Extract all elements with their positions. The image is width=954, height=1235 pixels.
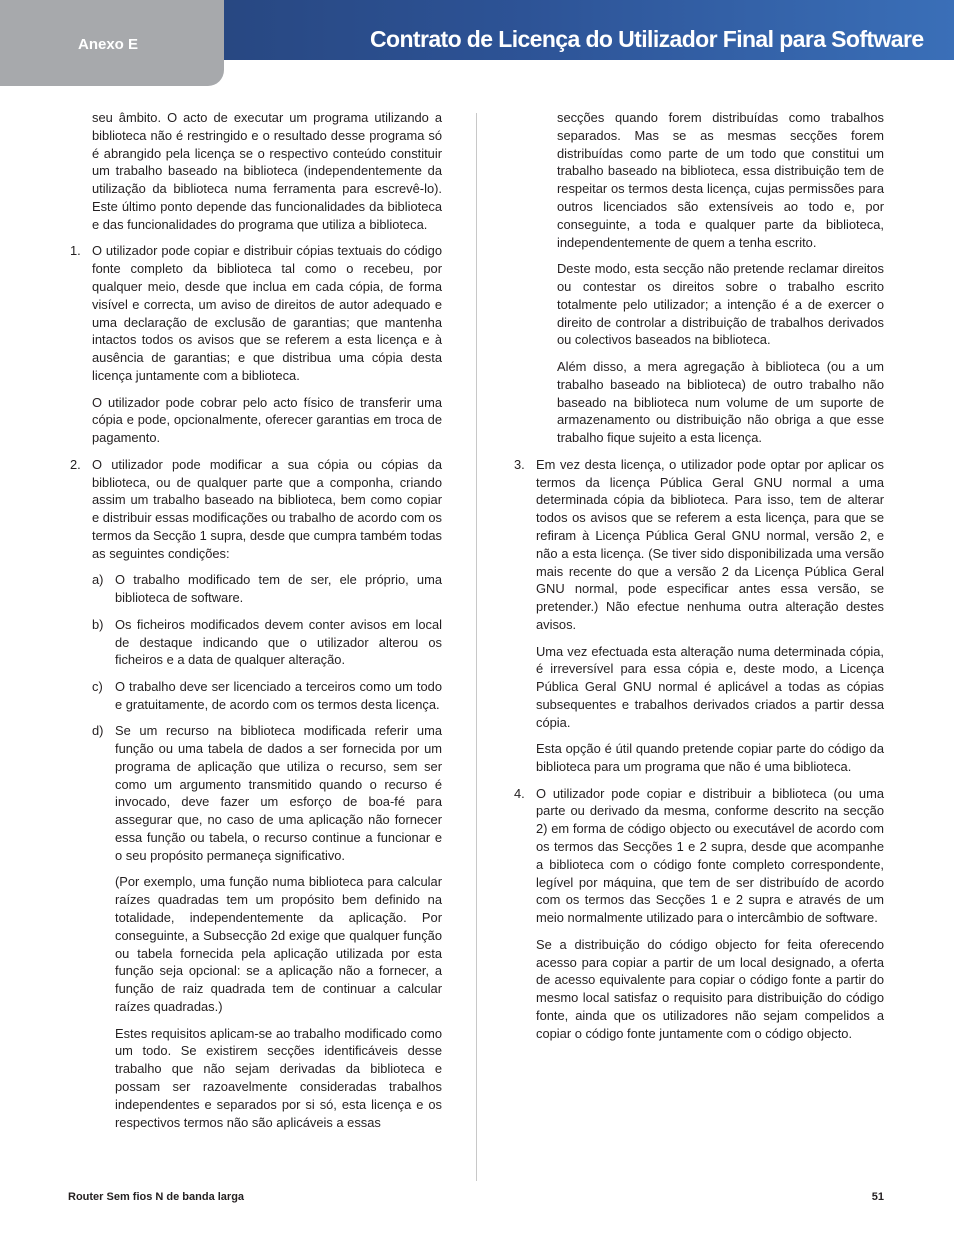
list-item-4	[512, 785, 884, 1043]
paragraph: (Por exemplo, uma função numa biblioteca para calcular raízes quadradas tem um propósito bem definido na totalidade, independentemente da aplicação. Por conseguinte, a Subsecção 2d exige que qualquer função ou tabela fornecida pela aplicação utilizada por esta função seja opcional: se a aplicação não a fornecer, a função de raiz quadrada tem de continuar a calcular raízes quadradas.)	[115, 874, 442, 1015]
page-title: Contrato de Licença do Utilizador Final para Software	[370, 26, 924, 52]
sub-item-b	[92, 616, 442, 669]
paragraph: Estes requisitos aplicam-se ao trabalho modificado como um todo. Se existirem secções identificáveis desse trabalho que não sejam derivadas da biblioteca e possam ser razoavelmente consideradas trabalhos independentes e separados por si só, esta licença e os respectivos termos não são aplicáveis a essas	[115, 1025, 442, 1130]
sub-item-d	[92, 722, 442, 1131]
right-column	[512, 109, 884, 1051]
list-number: 1.	[70, 243, 81, 259]
paragraph: Esta opção é útil quando pretende copiar parte do código da biblioteca para um programa que não é uma biblioteca.	[536, 741, 884, 775]
annex-label: Anexo E	[78, 36, 139, 53]
paragraph: O utilizador pode cobrar pelo acto físico de transferir uma cópia e pode, opcionalmente, oferecer garantias em troca de pagamento.	[92, 394, 442, 446]
sub-item-label: b)	[92, 616, 104, 632]
paragraph: Deste modo, esta secção não pretende reclamar direitos ou contestar os direitos sobre o trabalho escrito totalmente pelo utilizador; a intenção é a de exercer o direito de controlar a distribuição de trabalhos derivados ou colectivos baseados na biblioteca.	[557, 261, 884, 348]
list-number: 3.	[514, 456, 525, 472]
list-item-3	[512, 456, 884, 776]
paragraph: Uma vez efectuada esta alteração numa determinada cópia, é irreversível para essa cópia e, deste modo, a Licença Pública Geral GNU normal é aplicável a todas as cópias subsequentes e trabalhos derivados criados a partir dessa cópia.	[536, 643, 884, 730]
paragraph: O trabalho modificado tem de ser, ele próprio, uma biblioteca de software.	[115, 572, 442, 606]
paragraph: Em vez desta licença, o utilizador pode optar por aplicar os termos da licença Pública Geral GNU normal a uma determinada cópia da biblioteca. Para isso, tem de alterar todos os avisos que se referem a esta licença, para que se refiram à Licença Pública Geral GNU normal, versão 2, e não a esta licença. (Se tiver sido disponibilizada uma versão mais recente do que a versão 2 da Licença Pública Geral GNU normal, pode especificar antes essa versão, se pretender.) Não efectue nenhuma outra alteração destes avisos.	[536, 456, 884, 632]
sub-item-a	[92, 571, 442, 607]
page-number: 51	[871, 1191, 884, 1203]
paragraph: O utilizador pode modificar a sua cópia ou cópias da biblioteca, ou de qualquer parte que a componha, criando assim um trabalho baseado na biblioteca, bem como copiar e distribuir essas modificações ou trabalho de acordo com os termos da Secção 1 supra, desde que cumpra também todas as seguintes condições:	[92, 456, 442, 561]
list-number: 2.	[70, 456, 81, 472]
paragraph: O utilizador pode copiar e distribuir a biblioteca (ou uma parte ou derivado da mesma, conforme descrito na secção 2) em forma de código objecto ou executável de acordo com os termos das Secções 1 e 2 supra, desde que acompanhe a biblioteca com o código fonte completo correspondente, legível por máquina, que tem de ser distribuído de acordo com os termos das Secções 1 e 2 supra e através de um meio normalmente utilizado para o intercâmbio de software.	[536, 785, 884, 926]
paragraph: secções quando forem distribuídas como trabalhos separados. Mas se as mesmas secções forem distribuídas como parte de um todo que constitui um trabalho baseado na biblioteca, essa distribuição tem de respeitar os termos desta licença, cujas permissões para outros licenciados são extensíveis ao todo e, por conseguinte, a toda e qualquer parte da biblioteca, independentemente de quem a tenha escrito.	[557, 110, 884, 250]
paragraph: Os ficheiros modificados devem conter avisos em local de destaque indicando que o utilizador alterou os ficheiros e a data de qualquer alteração.	[115, 616, 442, 668]
intro-paragraph: seu âmbito. O acto de executar um programa utilizando a biblioteca não é restringido e o resultado desse programa só é abrangido pela licença se o respectivo conteúdo constituir um trabalho baseado na biblioteca (independentemente da utilização da biblioteca numa ferramenta para escrevê-lo). Este último ponto depende das funcionalidades da biblioteca e das funcionalidades do programa que utiliza a biblioteca.	[92, 110, 442, 232]
list-number: 4.	[514, 785, 525, 801]
sub-item-c	[92, 678, 442, 714]
paragraph: O utilizador pode copiar e distribuir cópias textuais do código fonte completo da biblioteca tal como o recebeu, por qualquer meio, desde que inclua em cada cópia, de forma visível e correcta, um aviso de direitos de autor adequado e uma declaração de exclusão de garantias; que mantenha intactos todos os avisos que se referem a esta licença e à ausência de garantias; e que distribua uma cópia desta licença juntamente com a biblioteca.	[92, 243, 442, 383]
paragraph: Se a distribuição do código objecto for feita oferecendo acesso para copiar a partir de um local designado, a oferta de acesso equivalente para copiar o código fonte a partir do mesmo local satisfaz o requisito para distribuição do código fonte, ainda que os utilizadores não sejam compelidos a copiar o código fonte juntamente com o código objecto.	[536, 936, 884, 1041]
list-item-1	[68, 242, 442, 447]
paragraph: Além disso, a mera agregação à biblioteca (ou a um trabalho baseado na biblioteca) de outro trabalho não baseado na biblioteca num volume de um suporte de armazenamento ou distribuição não obriga a que esse trabalho fique sujeito a esta licença.	[557, 358, 884, 446]
paragraph: O trabalho deve ser licenciado a terceiros como um todo e gratuitamente, de acordo com os termos desta licença.	[115, 678, 442, 712]
paragraph: Se um recurso na biblioteca modificada referir uma função ou uma tabela de dados a ser fornecida por um programa de aplicação que utiliza o recurso, sem ser como um argumento transmitido quando o recurso é invocado, deve fazer um esforço de boa-fé para assegurar que, no caso de uma aplicação não fornecer essa função ou tabela, o recurso continue a funcionar e o seu propósito permaneça significativo.	[115, 723, 442, 863]
left-column	[68, 109, 442, 1140]
sub-item-label: d)	[92, 723, 104, 739]
column-divider	[476, 113, 477, 1181]
footer-product-name: Router Sem fios N de banda larga	[68, 1191, 245, 1203]
sub-item-label: c)	[92, 678, 103, 694]
list-item-2	[68, 456, 442, 1132]
sub-item-label: a)	[92, 572, 104, 588]
continued-section	[512, 109, 884, 447]
